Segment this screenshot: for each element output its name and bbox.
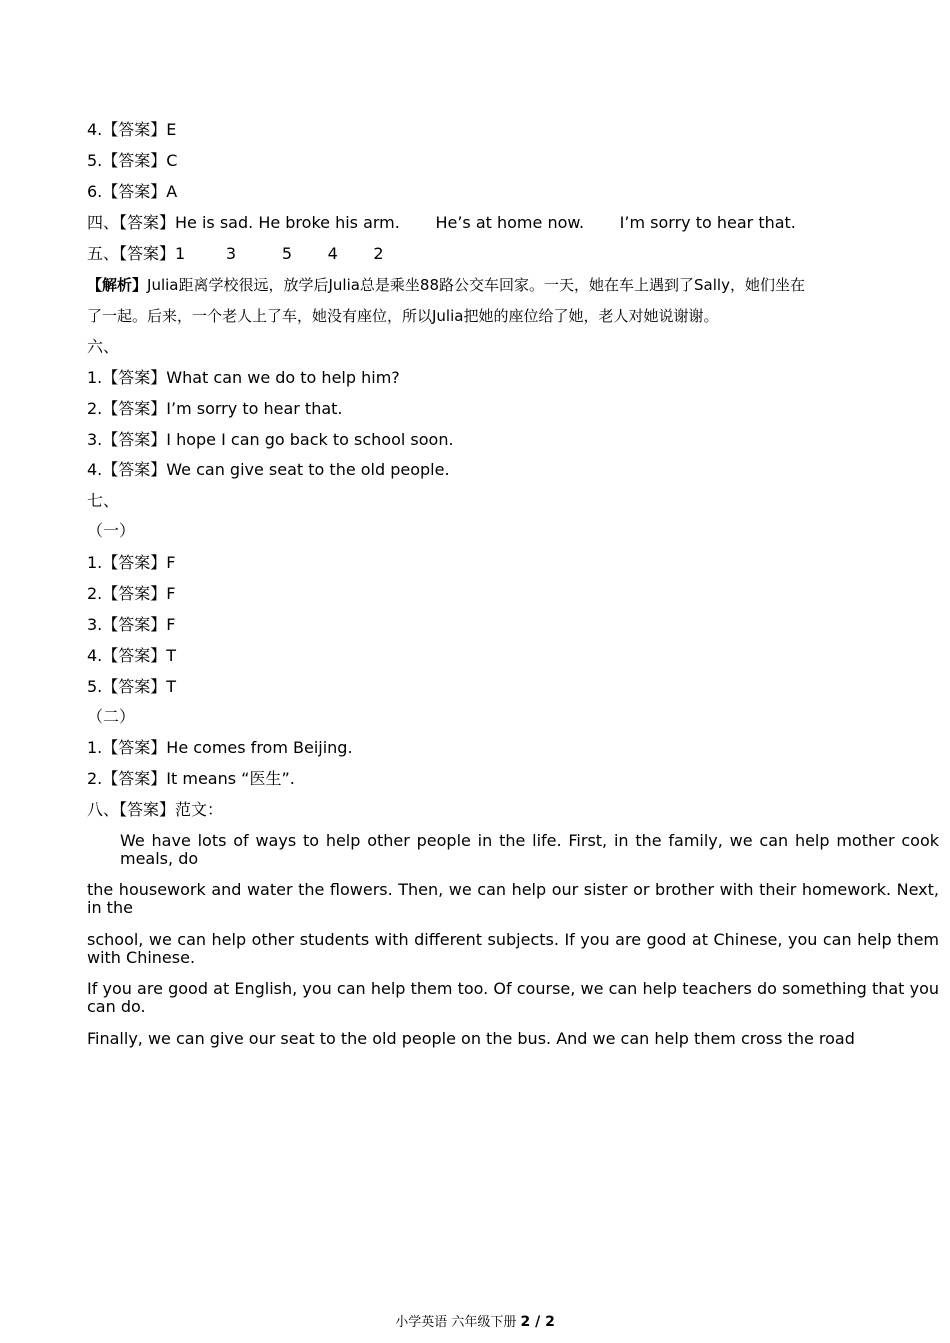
answer-label: 五、【答案】 <box>87 244 176 263</box>
answer-label: 4.【答案】 <box>87 460 167 479</box>
answer-label: 5.【答案】 <box>87 677 167 696</box>
section-7-part-2: （二） <box>87 707 136 726</box>
answer-value: We can give seat to the old people. <box>166 460 450 479</box>
analysis-line-1 <box>87 275 805 295</box>
answer-value: He is sad. He broke his arm. He’s at home now. I’m sorry to hear that. <box>175 213 796 232</box>
answer-value: 1 3 5 4 2 <box>175 244 384 263</box>
answer-value: He comes from Beijing. <box>166 738 353 757</box>
answer-value: I hope I can go back to school soon. <box>166 430 454 449</box>
answer-label: 3.【答案】 <box>87 615 167 634</box>
essay-paragraph-3: school, we can help other students with different subjects. If you are good at Chinese, you can help them with Chinese. <box>87 930 939 967</box>
answer-label: 4.【答案】 <box>87 646 167 665</box>
answer-label: 2.【答案】 <box>87 584 167 603</box>
answer-value: C <box>166 151 178 170</box>
answer-value: I’m sorry to hear that. <box>166 399 343 418</box>
essay-paragraph-1: We have lots of ways to help other people in the life. First, in the family, we can help mother cook meals, do <box>120 831 939 868</box>
answer-7-1-1 <box>87 553 175 573</box>
analysis-text: Julia距离学校很远，放学后Julia总是乘坐88路公交车回家。一天，她在车上遇到了Sally，她们坐在 <box>147 276 805 294</box>
answer-label: 5.【答案】 <box>87 151 167 170</box>
answer-6-1 <box>87 368 400 388</box>
answer-value: F <box>166 615 176 634</box>
answer-label: 1.【答案】 <box>87 368 167 387</box>
footer-title: 小学英语 六年级下册 <box>395 1315 517 1330</box>
answer-section-4 <box>87 213 796 233</box>
answer-value: A <box>166 182 178 201</box>
answer-value: T <box>166 646 177 665</box>
answer-7-1-2 <box>87 584 175 604</box>
answer-value: E <box>166 120 177 139</box>
answer-value: F <box>166 584 176 603</box>
answer-7-2-1 <box>87 738 353 758</box>
analysis-label: 【解析】 <box>87 276 148 294</box>
analysis-text: 了一起。后来，一个老人上了车，她没有座位，所以Julia把她的座位给了她，老人对她说谢谢。 <box>87 307 719 325</box>
answer-7-1-3 <box>87 615 175 635</box>
page-number: 2 / 2 <box>520 1314 555 1330</box>
answer-label: 四、【答案】 <box>87 213 176 232</box>
answer-value: What can we do to help him? <box>166 368 400 387</box>
answer-label: 1.【答案】 <box>87 553 167 572</box>
answer-7-1-4 <box>87 646 176 666</box>
analysis-line-2 <box>87 306 718 326</box>
essay-paragraph-2: the housework and water the flowers. Then, we can help our sister or brother with their homework. Next, in the <box>87 880 939 917</box>
answer-value: 范文： <box>175 800 224 819</box>
answer-6-3 <box>87 430 454 450</box>
answer-section-5 <box>87 244 384 264</box>
answer-3-4 <box>87 120 176 140</box>
answer-section-8 <box>87 800 223 820</box>
answer-6-4 <box>87 460 450 480</box>
answer-6-2 <box>87 399 343 419</box>
section-7-part-1: （一） <box>87 521 136 540</box>
section-7-title: 七、 <box>87 491 120 510</box>
answer-3-6 <box>87 182 177 202</box>
answer-label: 3.【答案】 <box>87 430 167 449</box>
answer-value: F <box>166 553 176 572</box>
page-footer <box>0 1313 950 1332</box>
answer-label: 2.【答案】 <box>87 769 167 788</box>
section-6-title: 六、 <box>87 337 120 356</box>
answer-7-2-2 <box>87 769 295 789</box>
answer-label: 1.【答案】 <box>87 738 167 757</box>
answer-label: 2.【答案】 <box>87 399 167 418</box>
answer-label: 6.【答案】 <box>87 182 167 201</box>
answer-value: T <box>166 677 177 696</box>
answer-7-1-5 <box>87 677 176 697</box>
answer-label: 八、【答案】 <box>87 800 176 819</box>
essay-paragraph-5: Finally, we can give our seat to the old people on the bus. And we can help them cross the road <box>87 1029 855 1048</box>
answer-label: 4.【答案】 <box>87 120 167 139</box>
essay-paragraph-4: If you are good at English, you can help them too. Of course, we can help teachers do something that you can do. <box>87 979 939 1016</box>
answer-value: It means “医生”. <box>166 769 295 788</box>
answer-3-5 <box>87 151 177 171</box>
